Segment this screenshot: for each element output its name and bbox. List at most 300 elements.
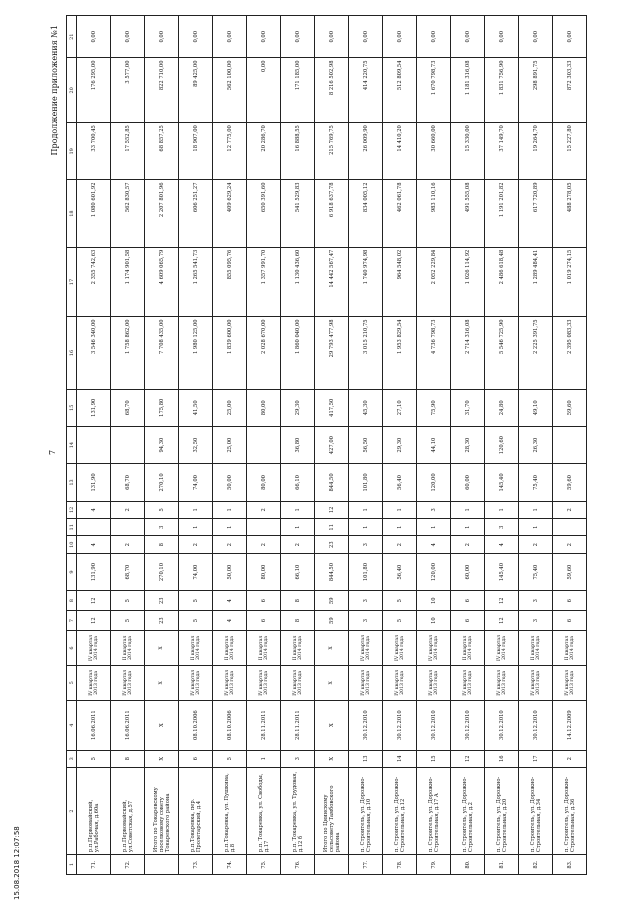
table-cell-address: р.п.Первомайский, ул.Советская, д.57 (111, 767, 145, 854)
table-cell-c21: 0,00 (145, 16, 179, 58)
table-cell-num: 83. (553, 855, 587, 875)
table-cell-c17: 14 442 567,47 (315, 247, 349, 317)
table-cell-c5: IV квартал 2013 года (383, 665, 417, 700)
table-cell-c10: 2 (247, 536, 281, 553)
table-cell-c13: 844,50 (315, 464, 349, 501)
table-cell-c17: 4 609 065,79 (145, 247, 179, 317)
appendix-note: Продолжение приложения №1 (50, 25, 59, 156)
table-row (451, 16, 485, 875)
table-cell-c7: 12 (77, 611, 111, 631)
table-cell-c14: 25,00 (213, 426, 247, 463)
table-cell-c20: 176 295,00 (77, 58, 111, 123)
table-cell-address: Итого по Цнинскому сельсовету Тамбовского района (315, 767, 349, 854)
table-cell-c6: II квартал 2014 года (213, 631, 247, 666)
table-cell-c15: 59,60 (553, 389, 587, 426)
table-cell-c12: 1 (213, 501, 247, 518)
table-cell-c7: 3 (349, 611, 383, 631)
table-cell-c9: 59,60 (553, 553, 587, 590)
table-cell-c9: 844,50 (315, 553, 349, 590)
table-cell-c19: 15 330,00 (451, 123, 485, 180)
table-cell-c21: 0,00 (485, 16, 519, 58)
table-cell-c21: 0,00 (111, 16, 145, 58)
table-cell-c7: 3 (519, 611, 553, 631)
table-cell-c4: 28.11.2011 (281, 700, 315, 750)
table-cell-c8: 23 (145, 591, 179, 611)
table-cell-c18: 650 391,60 (247, 180, 281, 247)
table-cell-c7: 5 (111, 611, 145, 631)
table-cell-c6: X (315, 631, 349, 666)
table-cell-c13: 131,90 (77, 464, 111, 501)
column-number: 11 (67, 519, 77, 536)
table-cell-c20: 8 216 502,98 (315, 58, 349, 123)
table-cell-c5: IV квартал 2013 года (451, 665, 485, 700)
table-cell-c19: 15 227,80 (553, 123, 587, 180)
table-cell-c20: 1 670 798,73 (417, 58, 451, 123)
table-cell-c21: 0,00 (451, 16, 485, 58)
column-number: 1 (67, 855, 77, 875)
table-cell-c11: 1 (179, 519, 213, 536)
table-row (349, 16, 383, 875)
table-cell-c18: 491 555,08 (451, 180, 485, 247)
table-cell-c17: 1 265 541,73 (179, 247, 213, 317)
table-cell-c6: II квартал 2014 года (281, 631, 315, 666)
table-cell-c18: 562 830,57 (111, 180, 145, 247)
table-cell-address: р.п. Токаревка, ул. Свободы, д.17 (247, 767, 281, 854)
table-cell-c20: 89 425,00 (179, 58, 213, 123)
table-cell-num: 82. (519, 855, 553, 875)
table-cell-c13: 66,10 (281, 464, 315, 501)
table-cell-c8: 5 (179, 591, 213, 611)
table-cell-c4: 30.12.2010 (417, 700, 451, 750)
table-cell-c6: II квартал 2014 года (247, 631, 281, 666)
table-cell-c16: 1 758 862,00 (111, 317, 145, 389)
table-cell-c11 (247, 519, 281, 536)
column-number: 18 (67, 180, 77, 247)
column-number: 5 (67, 665, 77, 700)
table-cell-c17: 1 289 484,41 (519, 247, 553, 317)
table-cell-c13: 50,00 (213, 464, 247, 501)
table-row (383, 16, 417, 875)
table-row (519, 16, 553, 875)
table-cell-c14 (247, 426, 281, 463)
housing-program-table (66, 15, 587, 875)
table-cell-c19: 19 264,70 (519, 123, 553, 180)
table-cell-c16: 1 839 600,00 (213, 317, 247, 389)
table-cell-c12: 5 (145, 501, 179, 518)
table-cell-num: 71. (77, 855, 111, 875)
table-cell-c9: 60,00 (451, 553, 485, 590)
table-cell-c9: 120,00 (417, 553, 451, 590)
table-cell-c19: 16 888,55 (281, 123, 315, 180)
table-cell-c14: 120,60 (485, 426, 519, 463)
table-cell-c17: 1 174 901,58 (111, 247, 145, 317)
table-cell-address: Итого по Токаревскому поселковому совету Токаревского района (145, 767, 179, 854)
table-cell-c3: 12 (451, 750, 485, 767)
table-cell-c4: X (315, 700, 349, 750)
table-cell-c5: IV квартал 2013 года (349, 665, 383, 700)
table-cell-c14: 26,30 (519, 426, 553, 463)
table-cell-c13: 68,70 (111, 464, 145, 501)
table-row (553, 16, 587, 875)
table-cell-c18: 1 080 601,92 (77, 180, 111, 247)
column-number: 2 (67, 767, 77, 854)
table-cell-c19: 30 660,00 (417, 123, 451, 180)
table-cell-c16: 29 793 477,98 (315, 317, 349, 389)
table-cell-c4: 14.12.2009 (553, 700, 587, 750)
table-cell-num: 80. (451, 855, 485, 875)
table-cell-c14: 32,50 (179, 426, 213, 463)
column-number: 7 (67, 611, 77, 631)
table-cell-c6: II квартал 2014 года (451, 631, 485, 666)
column-number: 10 (67, 536, 77, 553)
table-cell-c3: 8 (111, 750, 145, 767)
table-cell-c8: 59 (315, 591, 349, 611)
table-cell-c3: 13 (349, 750, 383, 767)
table-row (77, 16, 111, 875)
table-cell-c7: 5 (383, 611, 417, 631)
table-cell-c7: 6 (247, 611, 281, 631)
table-cell-c4: 30.12.2010 (349, 700, 383, 750)
table-cell-c12: 1 (179, 501, 213, 518)
table-cell-c11: 3 (485, 519, 519, 536)
table-cell-c6: X (145, 631, 179, 666)
table-cell-c5: IV квартал 2013 года (417, 665, 451, 700)
table-cell-c5: IV квартал 2013 года (247, 665, 281, 700)
table-cell-c21: 0,00 (349, 16, 383, 58)
table-row (485, 16, 519, 875)
table-cell-address: п. Строитель, ул. Дорожно-Строительная, д.17 А (417, 767, 451, 854)
table-cell-c10: 2 (519, 536, 553, 553)
table-cell-c9: 68,70 (111, 553, 145, 590)
table-cell-c3: 14 (383, 750, 417, 767)
column-number: 17 (67, 247, 77, 317)
table-cell-c7: 10 (417, 611, 451, 631)
table-cell-c14 (77, 426, 111, 463)
table-cell-c5: IV квартал 2013 года (519, 665, 553, 700)
table-cell-c16: 2 714 316,08 (451, 317, 485, 389)
table-cell-c16: 3 546 340,00 (77, 317, 111, 389)
table-cell-c17: 2 052 229,84 (417, 247, 451, 317)
table-cell-c20: 3 577,00 (111, 58, 145, 123)
table-cell-c21: 0,00 (383, 16, 417, 58)
table-cell-c10: 8 (145, 536, 179, 553)
table-cell-c17: 2 486 618,48 (485, 247, 519, 317)
table-cell-c7: 12 (485, 611, 519, 631)
table-cell-c9: 74,00 (179, 553, 213, 590)
table-cell-c17: 964 548,02 (383, 247, 417, 317)
column-number: 20 (67, 58, 77, 123)
table-cell-c16: 2 225 391,75 (519, 317, 553, 389)
table-cell-c18: 834 005,12 (349, 180, 383, 247)
table-cell-c3: 15 (417, 750, 451, 767)
table-cell-num: 73. (179, 855, 213, 875)
table-cell-c16: 4 736 798,73 (417, 317, 451, 389)
table-cell-c6: II квартал 2014 года (519, 631, 553, 666)
table-cell-c7: 6 (553, 611, 587, 631)
table-cell-num: 79. (417, 855, 451, 875)
table-cell-c6: IV квартал 2014 года (485, 631, 519, 666)
table-cell-c10: 2 (451, 536, 485, 553)
table-cell-c18: 1 191 201,82 (485, 180, 519, 247)
table-cell-c13: 145,40 (485, 464, 519, 501)
table-cell-c19: 14 410,20 (383, 123, 417, 180)
table-cell-c10: 4 (485, 536, 519, 553)
column-number: 13 (67, 464, 77, 501)
table-cell-c17: 1 026 114,92 (451, 247, 485, 317)
column-number: 6 (67, 631, 77, 666)
table-row (417, 16, 451, 875)
table-cell-c18: 2 207 801,96 (145, 180, 179, 247)
table-cell-address: п. Строитель, ул. Дорожно-Строительная, д.36 (553, 767, 587, 854)
table-cell-c13: 270,10 (145, 464, 179, 501)
table-cell-c21: 0,00 (315, 16, 349, 58)
table-cell-c15: 31,70 (451, 389, 485, 426)
table-cell-c18: 462 061,78 (383, 180, 417, 247)
table-cell-c18: 617 720,89 (519, 180, 553, 247)
table-cell-c14: 427,00 (315, 426, 349, 463)
table-cell-c11: 1 (519, 519, 553, 536)
table-cell-c3: 1 (247, 750, 281, 767)
table-cell-c11: 11 (315, 519, 349, 536)
table-cell-c15: 49,10 (519, 389, 553, 426)
table-cell-c11: 1 (451, 519, 485, 536)
table-cell-c12: 2 (553, 501, 587, 518)
table-cell-c10: 2 (281, 536, 315, 553)
table-row (179, 16, 213, 875)
table-cell-c5: IV квартал 2013 года (553, 665, 587, 700)
table-cell-c19: 17 552,85 (111, 123, 145, 180)
table-cell-c9: 145,40 (485, 553, 519, 590)
table-cell-c8: 8 (281, 591, 315, 611)
table-cell-c11: 1 (349, 519, 383, 536)
table-cell-address: п. Строитель, ул. Дорожно-Строительная, д.20 (485, 767, 519, 854)
table-cell-c6: IV квартал 2014 года (383, 631, 417, 666)
table-cell-c15: 80,00 (247, 389, 281, 426)
table-cell-c18: 541 529,83 (281, 180, 315, 247)
table-cell-c4: 28.11.2011 (247, 700, 281, 750)
column-number: 16 (67, 317, 77, 389)
table-cell-num: 74. (213, 855, 247, 875)
table-cell-c9: 75,40 (519, 553, 553, 590)
table-row (281, 16, 315, 875)
table-cell-c14: 29,30 (383, 426, 417, 463)
table-cell-c11: 1 (281, 519, 315, 536)
table-cell-c10: 23 (315, 536, 349, 553)
table-cell-address: р.п.Первомайский, ул.Рабочая, д.60а (77, 767, 111, 854)
table-cell-c17: 1 357 991,70 (247, 247, 281, 317)
table-cell-num: 72. (111, 855, 145, 875)
table-row (145, 16, 179, 875)
table-cell-c6: II квартал 2014 года (111, 631, 145, 666)
table-cell-c11: 1 (213, 519, 247, 536)
table-cell-c8: 6 (451, 591, 485, 611)
table-cell-c10: 4 (417, 536, 451, 553)
table-cell-c20: 0,00 (247, 58, 281, 123)
table-cell-c5: IV квартал 2013 года (485, 665, 519, 700)
table-cell-c13: 80,00 (247, 464, 281, 501)
table-cell-c21: 0,00 (77, 16, 111, 58)
table-cell-c14: 56,50 (349, 426, 383, 463)
table-cell-c9: 80,00 (247, 553, 281, 590)
table-cell-c20: 512 809,54 (383, 58, 417, 123)
table-cell-c8: 6 (553, 591, 587, 611)
table-cell-c18: 606 251,27 (179, 180, 213, 247)
table-cell-c14: 28,30 (451, 426, 485, 463)
table-cell-c16: 1 860 040,00 (281, 317, 315, 389)
table-cell-c15: 41,50 (179, 389, 213, 426)
table-cell-address: р.п. Токаревка, ул. Трудовая, д.12 б (281, 767, 315, 854)
table-cell-address: п. Строитель, ул. Дорожно-Строительная, д.10 (349, 767, 383, 854)
table-cell-c8: 10 (417, 591, 451, 611)
column-number-row (67, 16, 77, 875)
table-cell-c10: 2 (111, 536, 145, 553)
table-cell-c12: 3 (417, 501, 451, 518)
table-cell-c4: 08.10.2006 (179, 700, 213, 750)
table-cell-c20: 562 100,00 (213, 58, 247, 123)
table-cell-c17: 1 019 274,15 (553, 247, 587, 317)
table-cell-c15: 24,80 (485, 389, 519, 426)
table-cell-c18: 488 278,05 (553, 180, 587, 247)
table-cell-c7: 23 (145, 611, 179, 631)
table-cell-c21: 0,00 (519, 16, 553, 58)
table-cell-c20: 298 891,75 (519, 58, 553, 123)
table-cell-c3: X (145, 750, 179, 767)
column-number: 12 (67, 501, 77, 518)
table-cell-c4: 30.12.2010 (383, 700, 417, 750)
table-cell-c11: 1 (417, 519, 451, 536)
table-cell-num: 76. (281, 855, 315, 875)
table-cell-c9: 131,90 (77, 553, 111, 590)
table-cell-c4: 08.10.2006 (213, 700, 247, 750)
table-cell-c9: 66,10 (281, 553, 315, 590)
table-row (111, 16, 145, 875)
table-cell-c11: 3 (145, 519, 179, 536)
column-number: 8 (67, 591, 77, 611)
table-cell-c6: IV квартал 2014 года (349, 631, 383, 666)
table-cell-c15: 29,30 (281, 389, 315, 426)
table-cell-c8: 12 (77, 591, 111, 611)
column-number: 14 (67, 426, 77, 463)
table-cell-address: п. Строитель, ул. Дорожно-Строительная, д.12 (383, 767, 417, 854)
table-cell-c3: 5 (77, 750, 111, 767)
table-cell-c12: 1 (383, 501, 417, 518)
table-cell-c16: 3 015 210,75 (349, 317, 383, 389)
table-cell-c3: 2 (553, 750, 587, 767)
table-cell-c20: 822 710,00 (145, 58, 179, 123)
table-cell-num: 78. (383, 855, 417, 875)
table-cell-c3: 6 (179, 750, 213, 767)
table-cell-c15: 68,70 (111, 389, 145, 426)
table-cell-num (145, 855, 179, 875)
table-cell-c5: X (145, 665, 179, 700)
table-cell-address: р.п.Токаревка, ул. Пушкина, д.8 (213, 767, 247, 854)
table-cell-c16: 2 395 083,33 (553, 317, 587, 389)
table-cell-c4: 30.12.2010 (451, 700, 485, 750)
table-cell-c19: 33 700,45 (77, 123, 111, 180)
table-cell-c4: X (145, 700, 179, 750)
table-cell-c3: 16 (485, 750, 519, 767)
table-cell-c17: 1 130 436,60 (281, 247, 315, 317)
table-cell-c21: 0,00 (417, 16, 451, 58)
table-cell-c7: 5 (179, 611, 213, 631)
table-cell-num: 77. (349, 855, 383, 875)
table-cell-c12: 1 (349, 501, 383, 518)
table-cell-c16: 5 546 725,90 (485, 317, 519, 389)
table-cell-c9: 101,80 (349, 553, 383, 590)
table-cell-c13: 74,00 (179, 464, 213, 501)
table-cell-address: п. Строитель, ул. Дорожно-Строительная, д.2 (451, 767, 485, 854)
table-cell-c15: 417,50 (315, 389, 349, 426)
table-cell-c6: II квартал 2014 года (179, 631, 213, 666)
table-cell-c12: 4 (77, 501, 111, 518)
column-number: 19 (67, 123, 77, 180)
table-cell-num: 81. (485, 855, 519, 875)
table-cell-c12: 2 (247, 501, 281, 518)
table-cell-c8: 12 (485, 591, 519, 611)
table-cell-c12: 1 (451, 501, 485, 518)
table-cell-c10: 2 (383, 536, 417, 553)
table-cell-c12: 2 (111, 501, 145, 518)
table-cell-c4: 16.06.2011 (77, 700, 111, 750)
table-cell-c9: 56,40 (383, 553, 417, 590)
table-cell-c5: IV квартал 2013 года (111, 665, 145, 700)
table-cell-c20: 1 831 756,90 (485, 58, 519, 123)
table-cell-c21: 0,00 (179, 16, 213, 58)
table-cell-c16: 7 708 435,00 (145, 317, 179, 389)
table-cell-c8: 3 (519, 591, 553, 611)
table-row (213, 16, 247, 875)
table-cell-c14 (111, 426, 145, 463)
table-cell-c7: 4 (213, 611, 247, 631)
table-cell-c16: 1 980 125,00 (179, 317, 213, 389)
table-cell-c6: II квартал 2014 года (553, 631, 587, 666)
table-cell-c19: 12 775,00 (213, 123, 247, 180)
table-cell-c14: 36,80 (281, 426, 315, 463)
table-cell-c10: 2 (553, 536, 587, 553)
table-cell-c6: IV квартал 2014 года (417, 631, 451, 666)
table-cell-c21: 0,00 (213, 16, 247, 58)
table-body (77, 16, 587, 875)
table-cell-c17: 1 740 974,98 (349, 247, 383, 317)
table-cell-c10: 2 (179, 536, 213, 553)
table-cell-c19: 37 149,70 (485, 123, 519, 180)
table-cell-c17: 2 355 742,63 (77, 247, 111, 317)
table-cell-c4: 30.12.2010 (485, 700, 519, 750)
table-cell-c20: 171 185,00 (281, 58, 315, 123)
table-cell-c3: 5 (213, 750, 247, 767)
page-number: 7 (48, 449, 57, 455)
table-cell-c7: 8 (281, 611, 315, 631)
table-cell-c8: 3 (349, 591, 383, 611)
table-cell-c3: 17 (519, 750, 553, 767)
table-cell-num (315, 855, 349, 875)
table-cell-num: 75. (247, 855, 281, 875)
table-row (315, 16, 349, 875)
table-cell-c15: 45,30 (349, 389, 383, 426)
table-cell-c14 (553, 426, 587, 463)
table-cell-c3: 3 (281, 750, 315, 767)
table-cell-c12: 1 (281, 501, 315, 518)
table-cell-c15: 75,90 (417, 389, 451, 426)
table-cell-c16: 1 953 829,54 (383, 317, 417, 389)
table-cell-c5: IV квартал 2013 года (179, 665, 213, 700)
rotated-table-content (50, 15, 587, 875)
table-cell-c9: 270,10 (145, 553, 179, 590)
table-cell-c21: 0,00 (281, 16, 315, 58)
table-cell-c4: 30.12.2010 (519, 700, 553, 750)
table-cell-c8: 6 (247, 591, 281, 611)
table-cell-c20: 1 181 316,08 (451, 58, 485, 123)
